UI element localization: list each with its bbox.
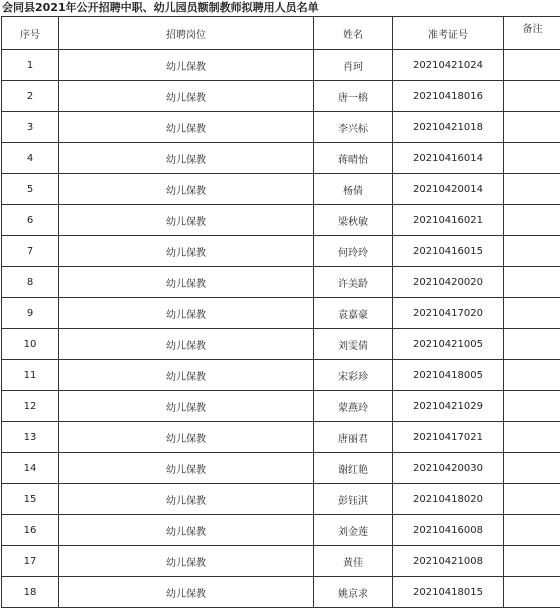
- table-row: [2, 112, 560, 143]
- table-row: [2, 236, 560, 267]
- cell-serial-no: 9: [2, 298, 59, 329]
- cell-post: 幼儿保教: [59, 205, 314, 236]
- cell-exam-id: 20210420014: [393, 174, 504, 205]
- cell-note: [504, 360, 560, 391]
- cell-note: [504, 391, 560, 422]
- cell-post: 幼儿保教: [59, 453, 314, 484]
- header-name: 姓名: [314, 17, 393, 50]
- cell-name: 谢红艳: [314, 453, 393, 484]
- cell-exam-id: 20210418016: [393, 81, 504, 112]
- cell-serial-no: 12: [2, 391, 59, 422]
- cell-post: 幼儿保教: [59, 81, 314, 112]
- cell-name: 杨倩: [314, 174, 393, 205]
- cell-note: [504, 174, 560, 205]
- cell-exam-id: 20210421024: [393, 50, 504, 81]
- cell-post: 幼儿保教: [59, 143, 314, 174]
- table-body: [2, 50, 560, 608]
- cell-name: 黄佳: [314, 546, 393, 577]
- cell-exam-id: 20210418005: [393, 360, 504, 391]
- cell-note: [504, 329, 560, 360]
- cell-post: 幼儿保教: [59, 112, 314, 143]
- header-serial-no: 序号: [2, 17, 59, 50]
- table-row: [2, 360, 560, 391]
- cell-serial-no: 5: [2, 174, 59, 205]
- cell-exam-id: 20210418015: [393, 577, 504, 608]
- cell-exam-id: 20210420030: [393, 453, 504, 484]
- cell-post: 幼儿保教: [59, 267, 314, 298]
- cell-serial-no: 18: [2, 577, 59, 608]
- cell-name: 刘雯倩: [314, 329, 393, 360]
- header-post: 招聘岗位: [59, 17, 314, 50]
- cell-note: [504, 298, 560, 329]
- cell-serial-no: 13: [2, 422, 59, 453]
- table-row: [2, 453, 560, 484]
- table-row: [2, 391, 560, 422]
- cell-note: [504, 267, 560, 298]
- table-row: [2, 267, 560, 298]
- cell-exam-id: 20210417020: [393, 298, 504, 329]
- table-row: [2, 515, 560, 546]
- cell-exam-id: 20210418020: [393, 484, 504, 515]
- cell-name: 蒙燕玲: [314, 391, 393, 422]
- page-title: 会同县2021年公开招聘中职、幼儿园员额制教师拟聘用人员名单: [2, 1, 319, 14]
- cell-post: 幼儿保教: [59, 174, 314, 205]
- table-row: [2, 298, 560, 329]
- cell-post: 幼儿保教: [59, 50, 314, 81]
- cell-post: 幼儿保教: [59, 329, 314, 360]
- table-row: [2, 484, 560, 515]
- cell-note: [504, 236, 560, 267]
- cell-serial-no: 17: [2, 546, 59, 577]
- cell-serial-no: 4: [2, 143, 59, 174]
- cell-note: [504, 81, 560, 112]
- cell-note: [504, 515, 560, 546]
- table-row: [2, 546, 560, 577]
- table-header-row: [2, 17, 560, 50]
- cell-exam-id: 20210416021: [393, 205, 504, 236]
- cell-name: 彭钰淇: [314, 484, 393, 515]
- cell-name: 宋彩珍: [314, 360, 393, 391]
- cell-note: [504, 112, 560, 143]
- cell-note: [504, 484, 560, 515]
- cell-serial-no: 6: [2, 205, 59, 236]
- cell-exam-id: 20210421005: [393, 329, 504, 360]
- cell-post: 幼儿保教: [59, 236, 314, 267]
- cell-serial-no: 1: [2, 50, 59, 81]
- cell-note: [504, 422, 560, 453]
- cell-name: 梁秋敏: [314, 205, 393, 236]
- cell-post: 幼儿保教: [59, 422, 314, 453]
- cell-note: [504, 453, 560, 484]
- cell-name: 姚京求: [314, 577, 393, 608]
- cell-name: 李兴标: [314, 112, 393, 143]
- cell-post: 幼儿保教: [59, 391, 314, 422]
- table-row: [2, 143, 560, 174]
- table-row: [2, 50, 560, 81]
- header-note: 备注: [504, 17, 560, 50]
- cell-name: 蒋晴怡: [314, 143, 393, 174]
- cell-serial-no: 16: [2, 515, 59, 546]
- cell-exam-id: 20210421008: [393, 546, 504, 577]
- cell-name: 许美龄: [314, 267, 393, 298]
- table-row: [2, 81, 560, 112]
- cell-name: 唐丽君: [314, 422, 393, 453]
- cell-name: 肖珂: [314, 50, 393, 81]
- cell-serial-no: 3: [2, 112, 59, 143]
- cell-serial-no: 11: [2, 360, 59, 391]
- cell-exam-id: 20210421018: [393, 112, 504, 143]
- cell-exam-id: 20210417021: [393, 422, 504, 453]
- cell-post: 幼儿保教: [59, 515, 314, 546]
- table-row: [2, 422, 560, 453]
- table-row: [2, 577, 560, 608]
- table-row: [2, 174, 560, 205]
- cell-exam-id: 20210416014: [393, 143, 504, 174]
- table-row: [2, 329, 560, 360]
- cell-serial-no: 15: [2, 484, 59, 515]
- cell-serial-no: 2: [2, 81, 59, 112]
- cell-note: [504, 205, 560, 236]
- cell-note: [504, 546, 560, 577]
- cell-exam-id: 20210416008: [393, 515, 504, 546]
- cell-note: [504, 50, 560, 81]
- cell-post: 幼儿保教: [59, 360, 314, 391]
- cell-name: 唐一榕: [314, 81, 393, 112]
- cell-exam-id: 20210416015: [393, 236, 504, 267]
- cell-serial-no: 7: [2, 236, 59, 267]
- cell-serial-no: 14: [2, 453, 59, 484]
- hire-list-table: [1, 16, 560, 608]
- table-row: [2, 205, 560, 236]
- cell-exam-id: 20210420020: [393, 267, 504, 298]
- cell-post: 幼儿保教: [59, 546, 314, 577]
- cell-serial-no: 10: [2, 329, 59, 360]
- cell-name: 袁嘉豪: [314, 298, 393, 329]
- header-exam-id: 准考证号: [393, 17, 504, 50]
- cell-post: 幼儿保教: [59, 484, 314, 515]
- cell-note: [504, 143, 560, 174]
- cell-post: 幼儿保教: [59, 577, 314, 608]
- cell-exam-id: 20210421029: [393, 391, 504, 422]
- cell-name: 何玲玲: [314, 236, 393, 267]
- cell-serial-no: 8: [2, 267, 59, 298]
- cell-post: 幼儿保教: [59, 298, 314, 329]
- cell-name: 刘金莲: [314, 515, 393, 546]
- cell-note: [504, 577, 560, 608]
